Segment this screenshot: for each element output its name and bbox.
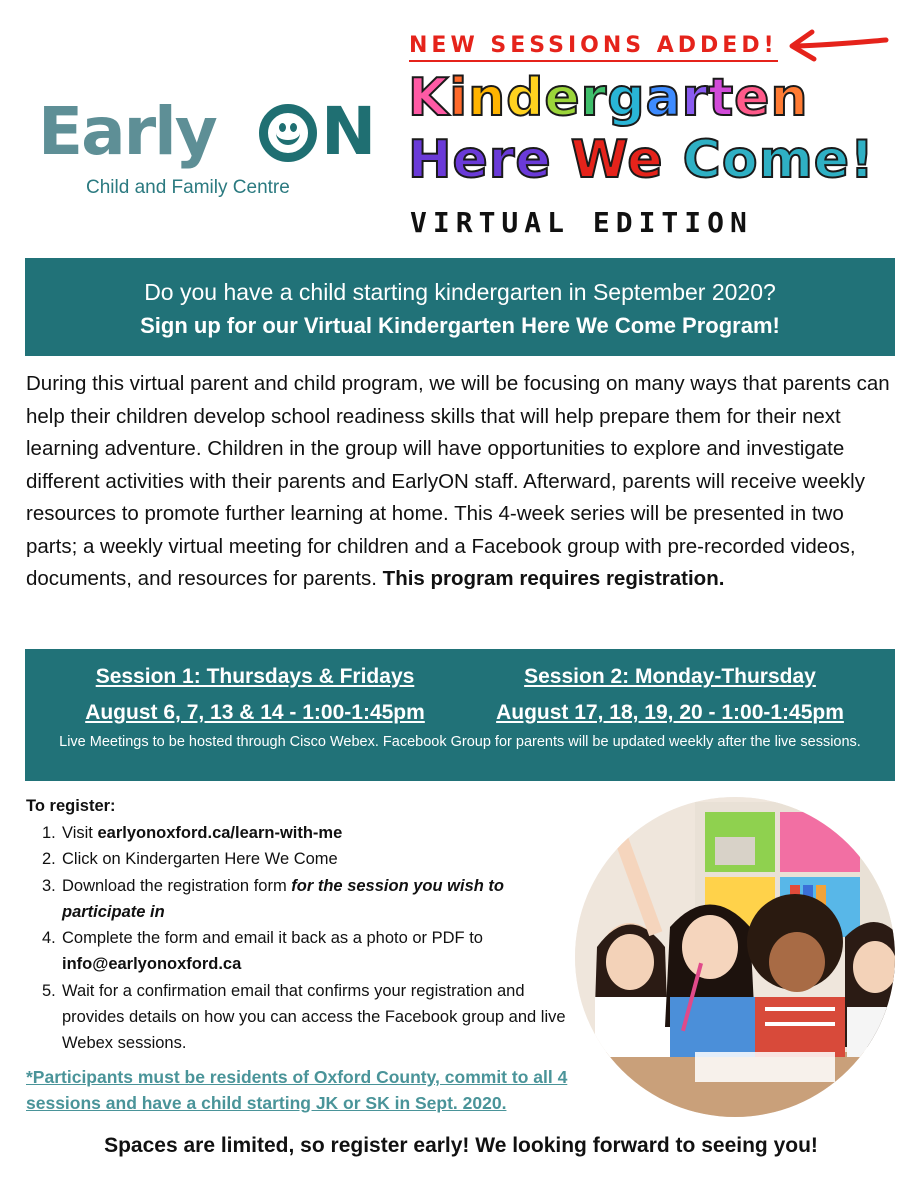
- title-letter: r: [580, 68, 608, 128]
- title-word: Come!: [663, 130, 875, 190]
- signup-banner: [25, 258, 895, 356]
- left-arrow-icon: [782, 26, 892, 66]
- step-link[interactable]: info@earlyonoxford.ca: [62, 955, 242, 974]
- logo-wordmark: Early: [38, 93, 216, 170]
- register-heading: To register:: [26, 797, 116, 815]
- description-text: During this virtual parent and child program, we will be focusing on many ways that parents can help their children develop school readiness skills that will help prepare them for their next learning adventure. Children in the group will have opportunities to explore and investigate different activities with their parents and EarlyON staff. Afterward, parents will receive weekly resources to promote further learning at home. This 4-week series will be presented in two parts; a weekly virtual meeting for children and a Facebook group with pre-recorded videos, documents, and resources for parents.: [26, 372, 890, 590]
- title-letter: d: [506, 68, 545, 128]
- title-letter: i: [449, 68, 469, 128]
- step-link[interactable]: earlyonoxford.ca/learn-with-me: [97, 824, 343, 842]
- title-letter: t: [708, 68, 735, 128]
- title-word: Here: [408, 130, 552, 190]
- register-section: [26, 794, 586, 1057]
- register-step: 1. Visit earlyonoxford.ca/learn-with-me: [42, 824, 343, 842]
- register-step: 2. Click on Kindergarten Here We Come: [42, 850, 338, 869]
- session-2: [470, 659, 870, 731]
- title-word: We: [551, 130, 664, 190]
- title-letter: K: [408, 68, 450, 128]
- here-we-come-title: [408, 130, 875, 190]
- register-step: 4. Complete the form and email it back as a photo or PDF to info@earlyonoxford.ca: [42, 929, 483, 974]
- register-step: 3. Download the registration form for the session you wish to participate in: [42, 876, 504, 921]
- title-letter: e: [734, 68, 771, 128]
- session-1-title: Session 1: Thursdays & Fridays: [95, 665, 415, 688]
- title-letter: g: [607, 68, 646, 128]
- logo-letter-n: N: [321, 93, 377, 170]
- children-classroom-photo: [575, 797, 895, 1117]
- program-description: [26, 368, 898, 596]
- registration-required: This program requires registration.: [382, 567, 725, 590]
- logo-subtitle: Child and Family Centre: [86, 177, 290, 198]
- session-1: [50, 659, 460, 731]
- smiley-face-icon: [259, 104, 317, 162]
- sessions-note: Live Meetings to be hosted through Cisco Webex. Facebook Group for parents will be updated weekly after the live sessions.: [59, 734, 861, 750]
- banner-signup: Sign up for our Virtual Kindergarten Here We Come Program!: [140, 313, 780, 338]
- register-steps: [26, 820, 586, 1057]
- register-step: 5. Wait for a confirmation email that confirms your registration and provides details on how you can access the Facebook group and live Webex sessions.: [42, 981, 566, 1053]
- title-letter: a: [645, 68, 682, 128]
- sessions-box: [25, 649, 895, 781]
- earlyon-logo: [38, 92, 377, 212]
- title-letter: e: [544, 68, 581, 128]
- session-2-dates: August 17, 18, 19, 20 - 1:00-1:45pm: [496, 701, 844, 724]
- session-1-dates: August 6, 7, 13 & 14 - 1:00-1:45pm: [85, 701, 425, 724]
- banner-question: Do you have a child starting kindergarten in September 2020?: [144, 279, 776, 305]
- title-letter: r: [681, 68, 709, 128]
- kindergarten-title: [408, 68, 809, 128]
- session-2-title: Session 2: Monday-Thursday: [524, 665, 816, 688]
- virtual-edition-label: VIRTUAL EDITION: [410, 206, 753, 239]
- participants-requirement[interactable]: *Participants must be residents of Oxford County, commit to all 4 sessions and have a child starting JK or SK in Sept. 2020.: [26, 1067, 568, 1113]
- closing-message: Spaces are limited, so register early! We looking forward to seeing you!: [104, 1134, 818, 1157]
- title-letter: n: [468, 68, 507, 128]
- title-letter: n: [770, 68, 809, 128]
- new-sessions-headline: NEW SESSIONS ADDED!: [409, 32, 778, 62]
